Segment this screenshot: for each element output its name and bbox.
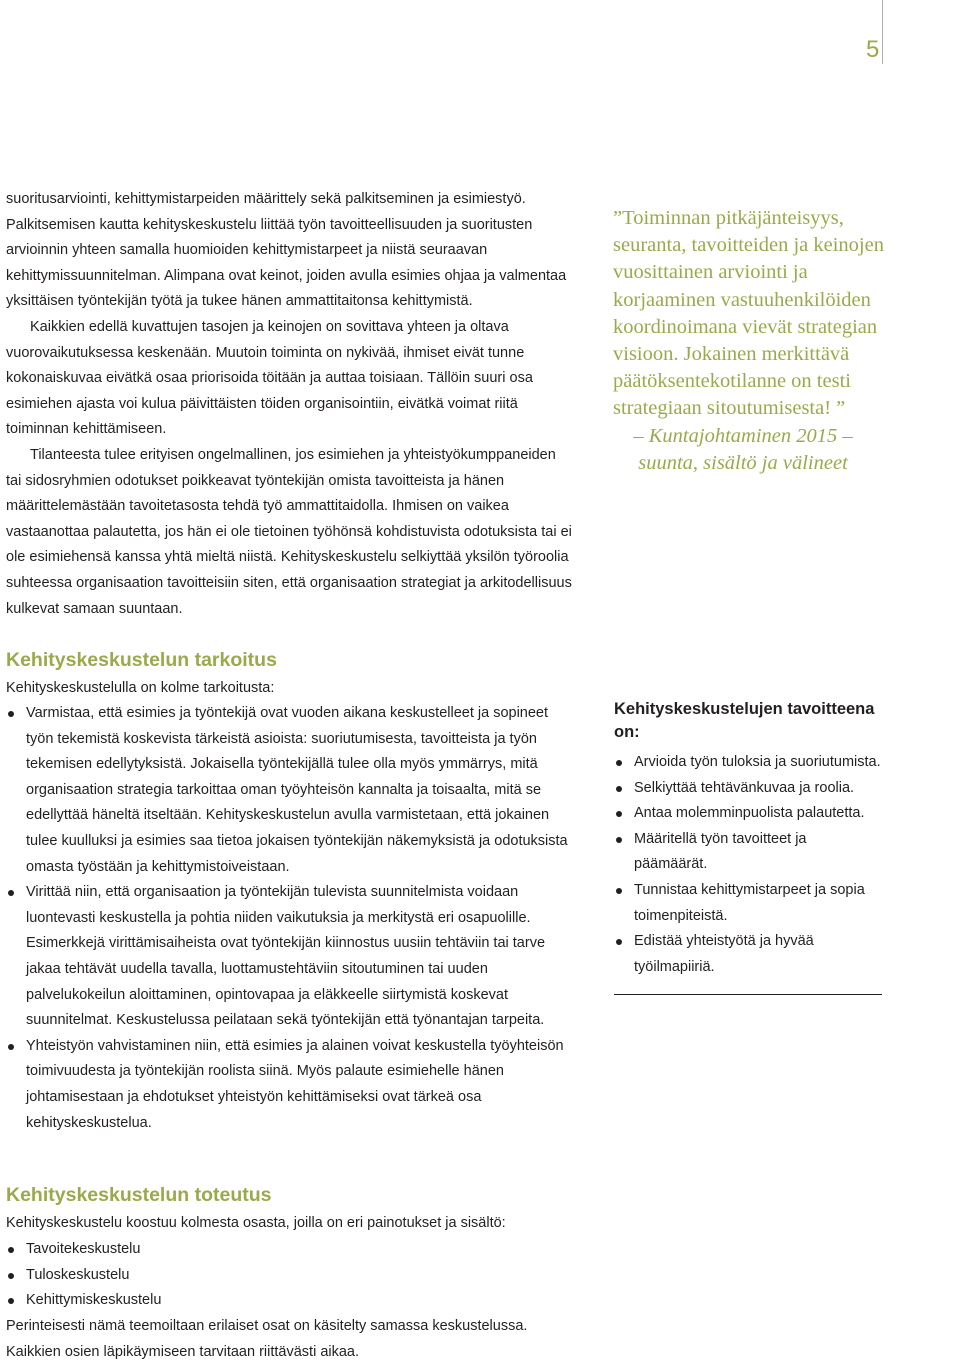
implementation-intro: Kehityskeskustelu koostuu kolmesta osasta, joilla on eri painotukset ja sisältö: — [6, 1215, 506, 1231]
intro-text — [6, 187, 574, 622]
implementation-list — [6, 1237, 566, 1314]
list-item: Tuloskeskustelu — [6, 1263, 566, 1289]
pull-quote-source-subtitle: suunta, sisältö ja välineet — [638, 451, 848, 474]
page-number: 5 — [866, 36, 880, 63]
list-item: Antaa molemminpuolista palautetta. — [614, 801, 882, 827]
implementation-footer — [6, 1314, 586, 1365]
list-item: Yhteistyön vahvistaminen niin, että esimies ja alainen voivat keskustella työyhteisön toimivuudesta ja työntekijän roolista siinä. Myös palaute esimiehelle hänen johtamisestaan ja ehdotukset yhteistyön kehittämiseksi ovat tärkeä osa kehityskeskustelua. — [6, 1034, 568, 1136]
intro-paragraph: suoritusarviointi, kehittymistarpeiden määrittely sekä palkitseminen ja esimiestyö. Palkitsemisen kautta kehityskeskustelu liittää työn tavoitteellisuuden ja suoritusten arvioinnin yhteen samalla huomioiden kehittymistarpeet ja niistä seuraavan kehittymissuunnitelman. Alimpana ovat keinot, joiden avulla esimies ohjaa ja valmentaa yksittäisen työntekijän työtä ja tukee hänen ammattitaitonsa kehittymistä. — [6, 191, 567, 310]
sidebar-title: Kehityskeskustelujen tavoitteena on: — [614, 700, 875, 741]
list-item: Edistää yhteistyötä ja hyvää työilmapiiriä. — [614, 929, 882, 980]
implementation-heading: Kehityskeskustelun toteutus — [6, 1184, 272, 1206]
intro-paragraph: Kaikkien edellä kuvattujen tasojen ja keinojen on sovittava yhteen ja oltava vuorovaikutuksessa keskenään. Muutoin toiminta on nykivää, ihmiset eivät tunne kokonaiskuvaa eivätkä osaa priorisoida töitään ja auttaa toisiaan. Tällöin suuri osa esimiehen ajasta voi kulua päivittäisten töiden organisointiin, eivätkä voimat riitä toiminnan kehittämiseen. — [6, 318, 533, 438]
purpose-heading: Kehityskeskustelun tarkoitus — [6, 649, 277, 671]
implementation-footer-text: Perinteisesti nämä teemoiltaan erilaiset osat on käsitelty samassa keskustelussa. Kaikkien osien läpikäymiseen tarvitaan riittävästi aikaa. — [6, 1318, 528, 1360]
purpose-list — [6, 701, 568, 1136]
pull-quote-source: – Kuntajohtaminen 2015 – — [633, 424, 853, 447]
goals-sidebar — [614, 698, 882, 995]
pull-quote-text: ”Toiminnan pitkäjänteisyys, seuranta, tavoitteiden ja keinojen vuosittainen arviointi ja korjaaminen vastuuhenkilöiden koordinoimana vievät strategian visioon. Jokainen merkittävä päätöksentekotilanne on testi strategiaan sitoutumisesta! ” — [613, 207, 884, 420]
list-item: Määritellä työn tavoitteet ja päämäärät. — [614, 827, 882, 878]
list-item: Tunnistaa kehittymistarpeet ja sopia toimenpiteistä. — [614, 878, 882, 929]
list-item: Kehittymiskeskustelu — [6, 1288, 566, 1314]
purpose-intro: Kehityskeskustelulla on kolme tarkoitusta: — [6, 680, 275, 696]
sidebar-list — [614, 750, 882, 980]
page-number-rule — [882, 0, 883, 64]
intro-paragraph: Tilanteesta tulee erityisen ongelmallinen, jos esimiehen ja yhteistyökumppaneiden tai sidosryhmien odotukset poikkeavat työntekijän omista tavoitteista ja hänen määrittelemästään tavoitetasosta tehdä työ ammattitaidolla. Ihmisen on vaikea vastaanottaa palautetta, jos hän ei ole tietoinen työhönsä kohdistuvista odotuksista tai ei ole esimiehensä kanssa yhtä mieltä niistä. Kehityskeskustelu selkiyttää yksilön työroolia suhteessa organisaation tavoitteisiin siten, että organisaation strategiat ja arkitodellisuus kulkevat samaan suuntaan. — [6, 446, 572, 617]
list-item: Varmistaa, että esimies ja työntekijä ovat vuoden aikana keskustelleet ja sopineet työn tekemistä koskevista tärkeistä asioista: suoriutumisesta, tavoitteista ja työn tekemisen edellytyksistä. Jokaisella työntekijällä tulee olla myös ymmärrys, mitä organisaation strategia tarkoittaa oman työyhteisön kannalta ja toisaalta, mitä se edellyttää häneltä itseltään. Kehityskeskustelun avulla varmistetaan, että jokainen tulee kuulluksi ja esimies saa tietoa jokaisen työntekijän näkemyksistä ja odotuksista omasta työstään ja kehittymistoiveistaan. — [6, 701, 568, 880]
list-item: Virittää niin, että organisaation ja työntekijän tulevista suunnitelmista voidaan luontevasti keskustella ja pohtia niiden vaikutuksia ja merkitystä eri osapuolille. Esimerkkejä virittämisaiheista ovat työntekijän kiinnostus uusiin tehtäviin tai tarve jakaa tehtävät uudella tavalla, luottamustehtäviin sitoutuminen tai uuden palvelukokeilun aloittaminen, opintovapaa ja eläkkeelle siirtymistä koskevat suunnitelmat. Keskustelussa peilataan sekä työntekijän että työnantajan tarpeita. — [6, 880, 568, 1034]
pull-quote — [613, 205, 913, 477]
list-item: Arvioida työn tuloksia ja suoriutumista. — [614, 750, 882, 776]
list-item: Tavoitekeskustelu — [6, 1237, 566, 1263]
list-item: Selkiyttää tehtävänkuvaa ja roolia. — [614, 776, 882, 802]
